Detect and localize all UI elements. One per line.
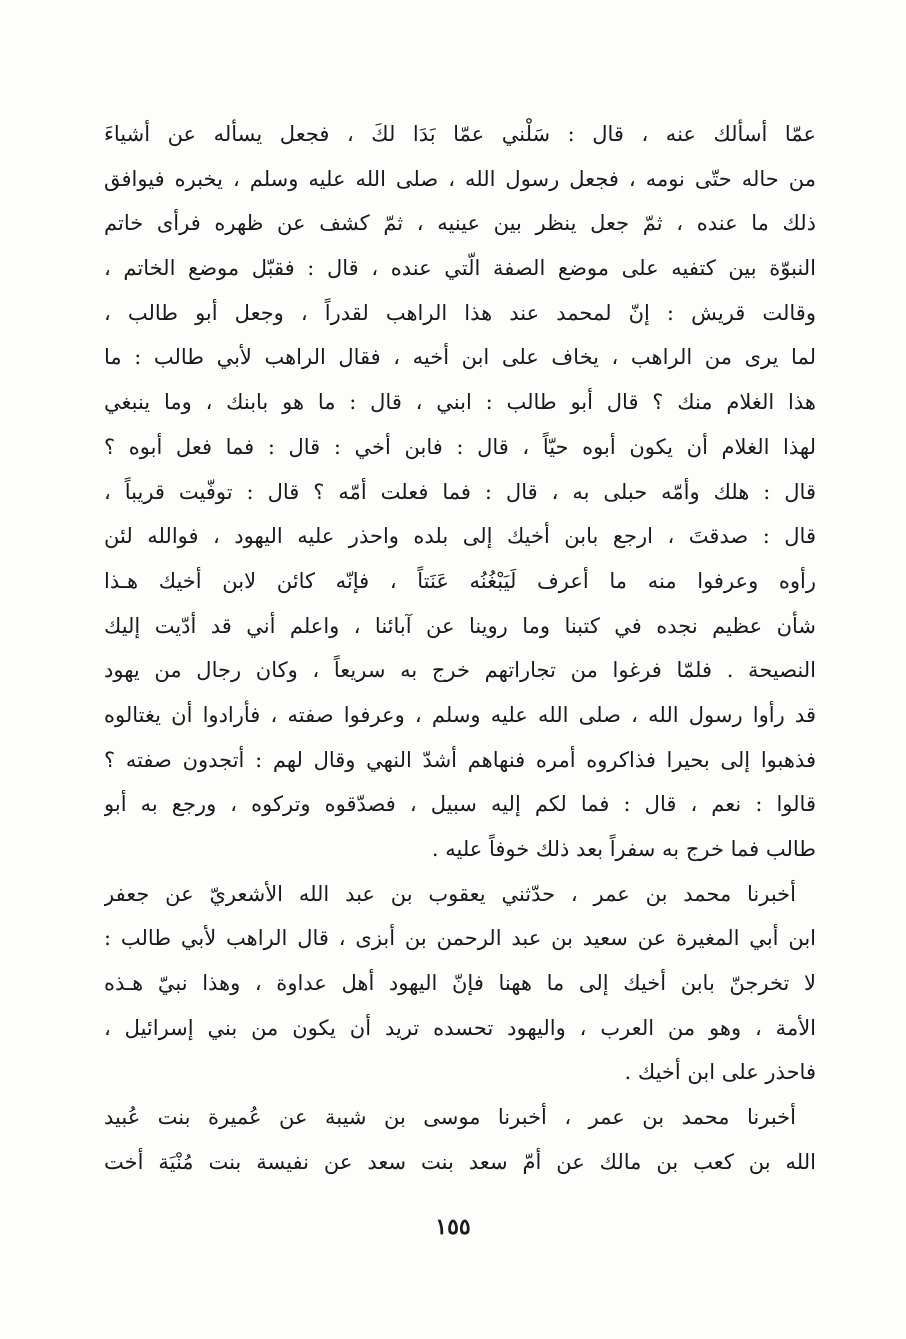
text-line: فذهبوا إلى بحيرا فذاكروه أمره فنهاهم أشدّ النهي وقال لهم : أتجدون صفته ؟ — [104, 747, 816, 772]
text-line: أخبرنا محمد بن عمر ، حدّثني يعقوب بن عبد الله الأشعريّ عن جعفر — [104, 881, 796, 906]
text-line: هذا الغلام منك ؟ قال أبو طالب : ابني ، قال : ما هو بابنك ، وما ينبغي — [104, 390, 816, 415]
text-line: النصيحة . فلمّا فرغوا من تجاراتهم خرج به سريعاً ، وكان رجال من يهود — [104, 658, 816, 683]
text-line: ابن أبي المغيرة عن سعيد بن عبد الرحمن بن أبزى ، قال الراهب لأبي طالب : — [104, 926, 816, 951]
text-line: لما يرى من الراهب ، يخاف على ابن أخيه ، فقال الراهب لأبي طالب : ما — [104, 345, 816, 370]
text-line: لا تخرجنّ بابن أخيك إلى ما ههنا فإنّ اليهود أهل عداوة ، وهذا نبيّ هـذه — [104, 971, 816, 996]
body-text — [104, 112, 816, 1185]
text-line: طالب فما خرج به سفراً بعد ذلك خوفاً عليه . — [431, 837, 816, 861]
paragraph — [104, 1095, 816, 1184]
text-line: النبوّة بين كتفيه على موضع الصفة الّتي عنده ، قال : فقبّل موضع الخاتم ، — [104, 256, 816, 281]
text-line: لهذا الغلام أن يكون أبوه حيّاً ، قال : فابن أخي : قال : فما فعل أبوه ؟ — [104, 434, 816, 459]
text-line: عمّا أسألك عنه ، قال : سَلْني عمّا بَدَا لكَ ، فجعل يسأله عن أشياءَ — [104, 122, 816, 146]
page-number: ١٥٥ — [435, 1214, 471, 1240]
text-line: الأمة ، وهو من العرب ، واليهود تحسده تريد أن يكون من بني إسرائيل ، — [104, 1015, 816, 1040]
text-line: قال : صدقتَ ، ارجع بابن أخيك إلى بلده واحذر عليه اليهود ، فوالله لئن — [104, 524, 816, 549]
paragraph — [104, 112, 816, 872]
text-line: وقالت قريش : إنّ لمحمد عند هذا الراهب لقدراً ، وجعل أبو طالب ، — [104, 300, 816, 325]
text-line: ذلك ما عنده ، ثمّ جعل ينظر بين عينيه ، ثمّ كشف عن ظهره فرأى خاتم — [104, 211, 816, 236]
paragraph — [104, 872, 816, 1095]
text-line: قالوا : نعم ، قال : فما لكم إليه سبيل ، فصدّقوه وتركوه ، ورجع به أبو — [104, 792, 816, 817]
text-line: الله بن كعب بن مالك عن أمّ سعد بنت سعد عن نفيسة بنت مُنْيَة أخت — [104, 1149, 816, 1174]
text-line: قال : هلك وأمّه حبلى به ، قال : فما فعلت أمّه ؟ قال : توفّيت قريباً ، — [104, 479, 816, 504]
text-line: من حاله حتّى نومه ، فجعل رسول الله ، صلى الله عليه وسلم ، يخبره فيوافق — [104, 166, 816, 191]
text-line: أخبرنا محمد بن عمر ، أخبرنا موسى بن شيبة عن عُميرة بنت عُبيد — [104, 1105, 796, 1130]
text-line: شأن عظيم نجده في كتبنا وما روينا عن آبائنا ، واعلم أني قد أدّيت إليك — [104, 613, 816, 638]
text-line: قد رأوا رسول الله ، صلى الله عليه وسلم ، وعرفوا صفته ، فأرادوا أن يغتالوه — [104, 702, 816, 727]
text-line: فاحذر على ابن أخيك . — [624, 1060, 816, 1085]
text-line: رأوه وعرفوا منه ما أعرف لَيَبْغُنُه عَنَتاً ، فإنّه كائن لابن أخيك هـذا — [104, 568, 816, 593]
